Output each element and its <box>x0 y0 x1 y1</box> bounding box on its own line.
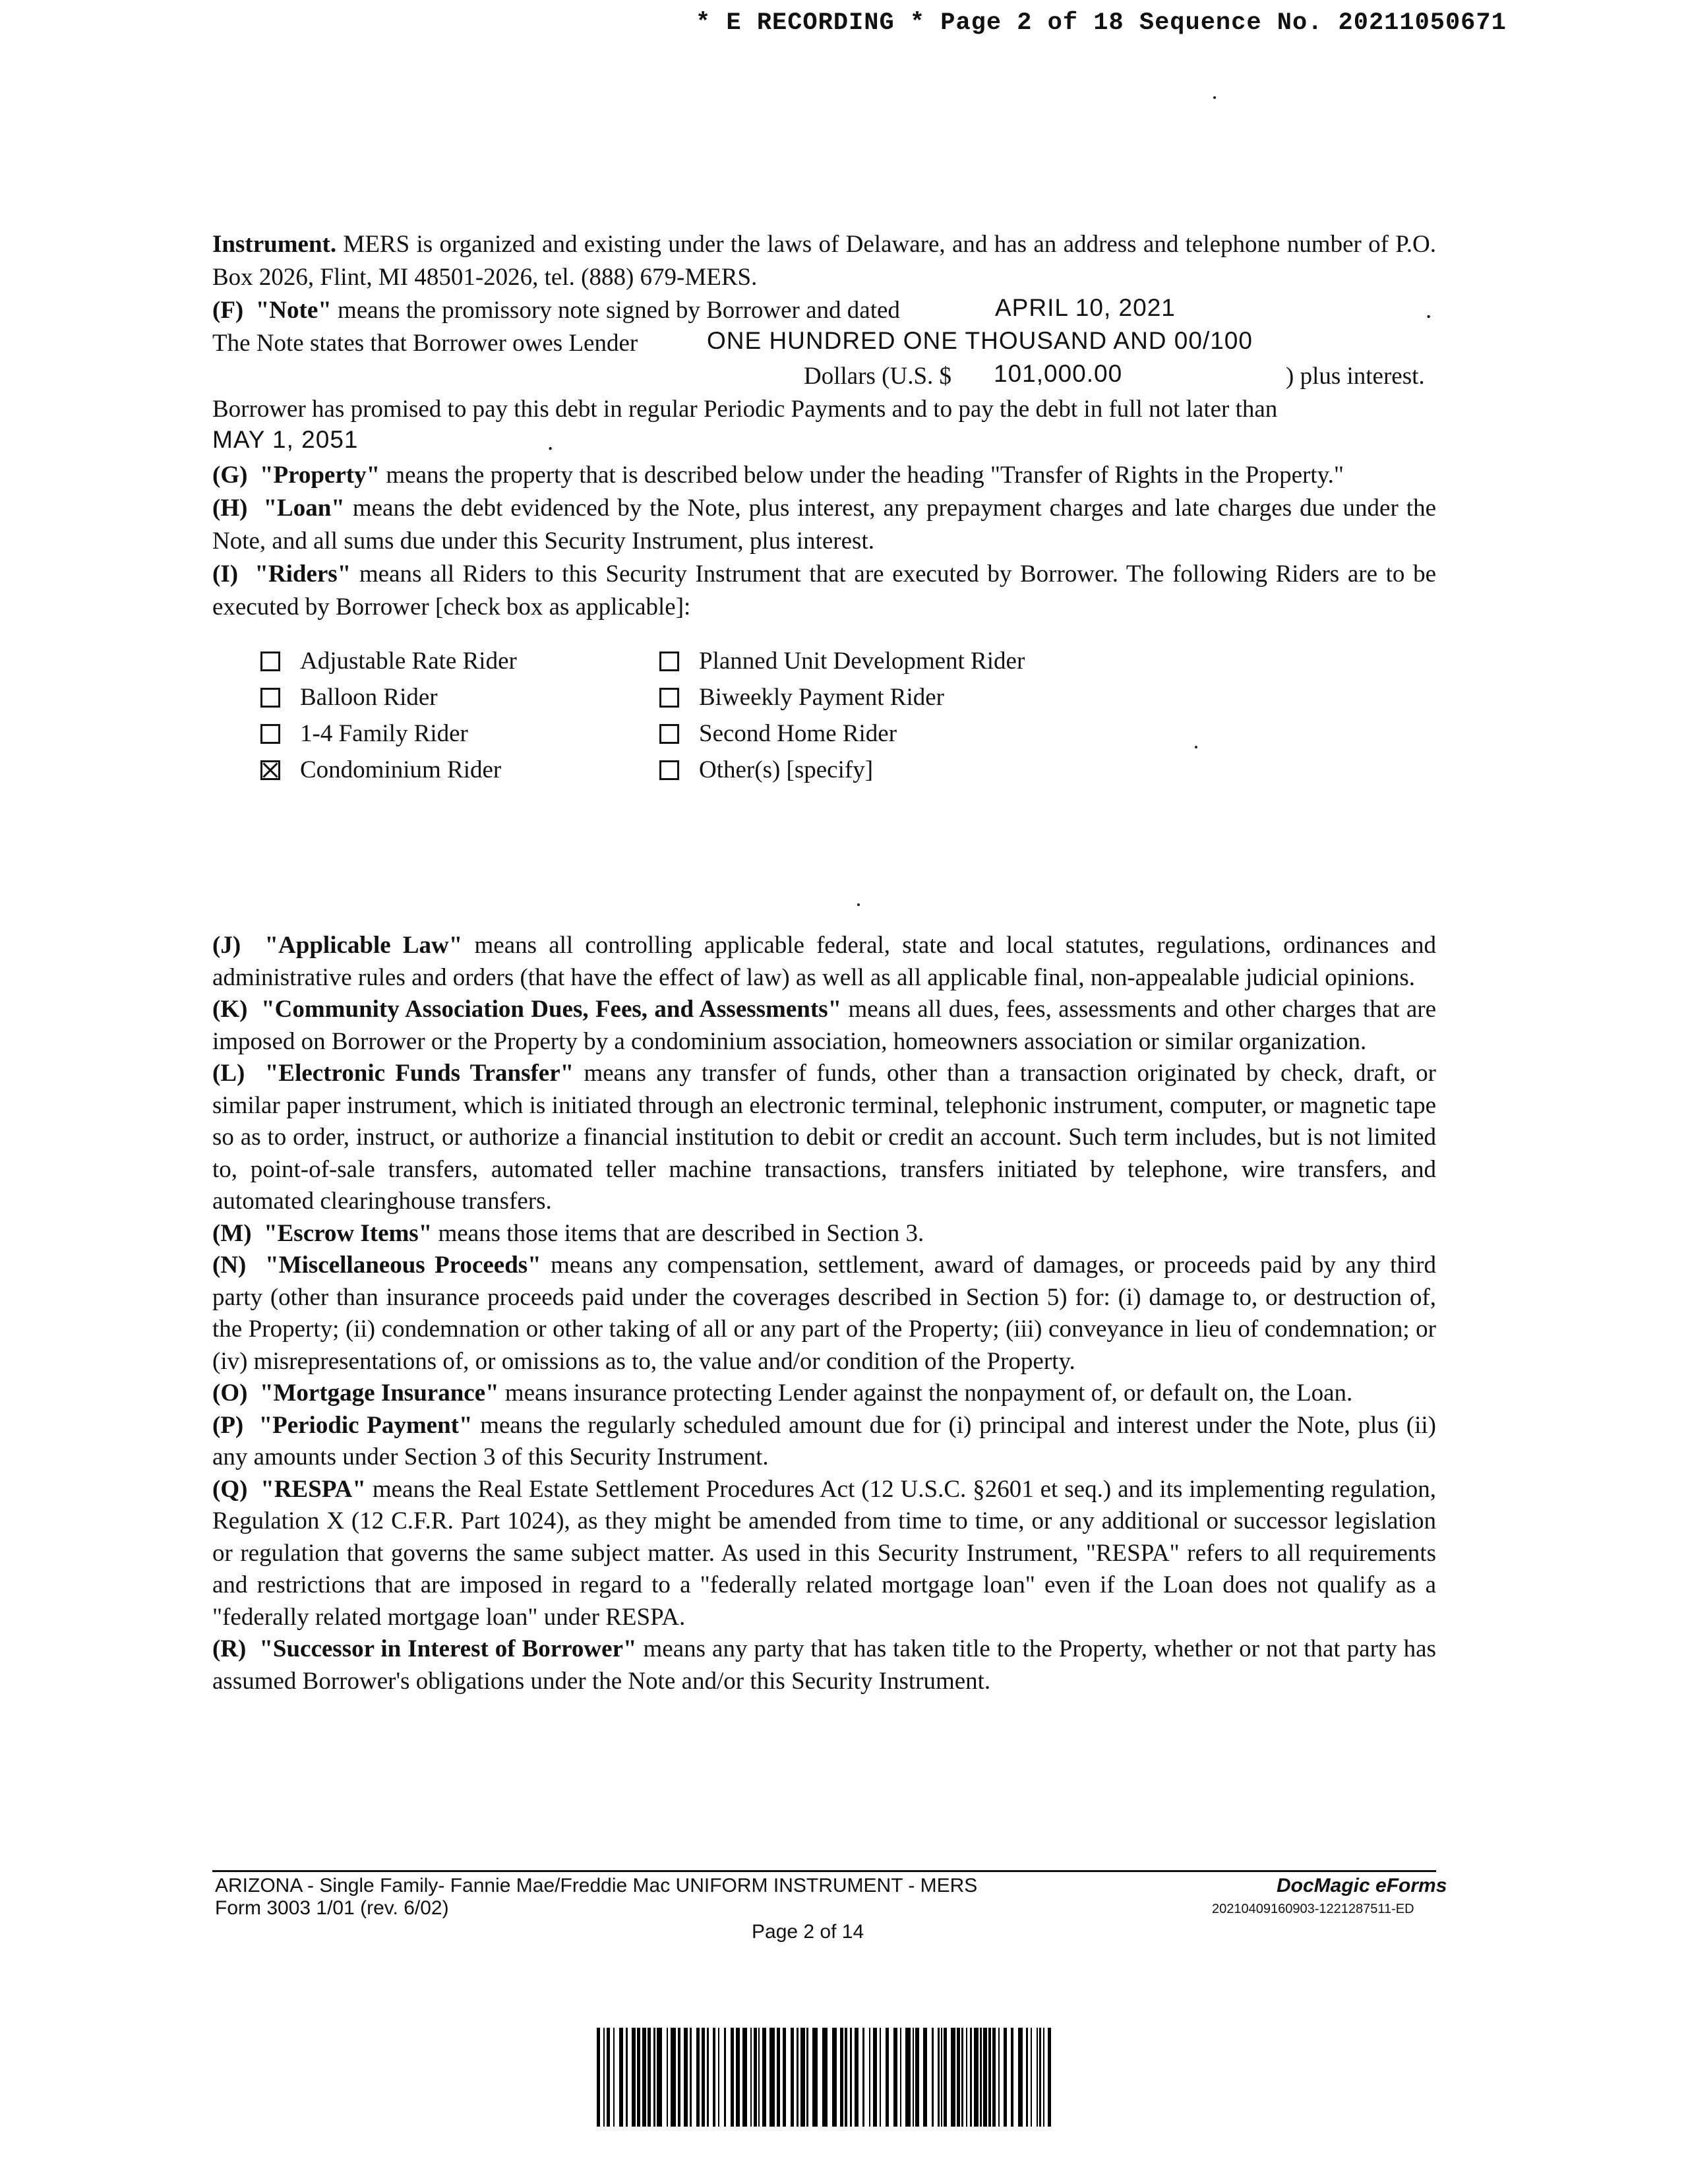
property-definition <box>212 459 1436 492</box>
definition-text: means those items that are described in Section 3. <box>432 1219 924 1247</box>
barcode-bar <box>998 2028 1000 2127</box>
scan-speck <box>1195 746 1197 748</box>
definition-label: (R) <box>212 1635 247 1662</box>
rider-checkbox[interactable] <box>659 724 679 744</box>
scan-speck <box>857 903 860 906</box>
definition-term: "Periodic Payment" <box>258 1411 473 1439</box>
f-label: (F) <box>212 297 244 324</box>
definition-l <box>212 1058 1436 1218</box>
barcode-bar <box>822 2028 828 2127</box>
rider-label: Other(s) [specify] <box>699 756 874 783</box>
barcode-bar <box>873 2028 877 2127</box>
definition-label: (Q) <box>212 1475 248 1503</box>
definition-text: means all dues, fees, assessments and other charges that are imposed on Borrower or the Property by a condominium association, homeowners association or similar organization. <box>212 996 1437 1055</box>
loan-amount-field: 101,000.00 <box>994 360 1123 387</box>
barcode-bar <box>653 2028 655 2127</box>
definition-label: (N) <box>212 1252 247 1279</box>
barcode-bar <box>850 2028 852 2127</box>
definition-label: (L) <box>212 1060 245 1087</box>
barcode-bar <box>713 2028 715 2127</box>
definition-m <box>212 1218 1436 1250</box>
definition-text: means the Real Estate Settlement Procedures Act (12 U.S.C. §2601 et seq.) and its implementing regulation, Regulation X (12 C.F.R. Part 1024), as they might be amended from time to time, or any additional or successor legislation or regulation that governs the same subject matter. As used in this Security Instrument, "RESPA" refers to all requirements and restrictions that are imposed in regard to a "federally related mortgage loan" even if the Loan does not qualify as a "federally related mortgage loan" under RESPA. <box>212 1475 1437 1631</box>
instrument-term: Instrument. <box>212 231 337 258</box>
barcode-bar <box>702 2028 705 2127</box>
rider-label: Balloon Rider <box>300 684 438 711</box>
barcode-bar <box>905 2028 911 2127</box>
definition-term: "Applicable Law" <box>264 932 463 959</box>
mers-text: MERS is organized and existing under the laws of Delaware, and has an address and telephone number of P.O. Box 2026, Flint, MI 48501-2026, tel. (888) 679-MERS. <box>212 231 1436 291</box>
definition-text: means any compensation, settlement, award of damages, or proceeds paid by any third party (other than insurance proceeds paid under the coverages described in Section 5) for: (i) damage to, or destruction of, the Property; (ii) condemnation or other taking of all or any part of the Property; (iii) conveyance in lieu of condemnation; or (iv) misrepresentations of, or omissions as to, the value and/or condition of the Property. <box>212 1252 1437 1375</box>
rider-checkbox[interactable] <box>659 688 679 708</box>
g-label: (G) <box>212 462 248 489</box>
barcode-bar <box>1011 2028 1013 2127</box>
rider-label: 1-4 Family Rider <box>300 720 468 747</box>
barcode-bar <box>762 2028 766 2127</box>
definition-j <box>212 930 1436 994</box>
barcode-bar <box>923 2028 927 2127</box>
definition-o <box>212 1378 1436 1410</box>
barcode-bar <box>913 2028 914 2127</box>
barcode-bar <box>900 2028 901 2127</box>
barcode-bar <box>832 2028 837 2127</box>
rider-label: Planned Unit Development Rider <box>699 648 1025 675</box>
barcode-bar <box>742 2028 747 2127</box>
riders-text: means all Riders to this Security Instrument that are executed by Borrower. The following Riders are to be executed by Borrower [check box as applicable]: <box>212 561 1436 621</box>
barcode-bar <box>951 2028 955 2127</box>
dollars-line <box>212 360 1436 393</box>
loan-definition <box>212 492 1436 558</box>
barcode-bar <box>886 2028 889 2127</box>
barcode-bar <box>791 2028 794 2127</box>
barcode-bar <box>718 2028 719 2127</box>
barcode-bar <box>992 2028 996 2127</box>
barcode-bar <box>1031 2028 1032 2127</box>
recording-header: * E RECORDING * Page 2 of 18 Sequence No. 20211050671 <box>696 9 1507 37</box>
barcode-bar <box>862 2028 864 2127</box>
definitions-top <box>212 228 1436 624</box>
definition-text: means all controlling applicable federal, state and local statutes, regulations, ordinances and administrative rules and orders (that have the effect of law) as well as all applicable final, non-appealable judicial opinions. <box>212 932 1437 991</box>
barcode-bar <box>619 2028 623 2127</box>
barcode-bar <box>893 2028 897 2127</box>
note-owes-label: The Note states that Borrower owes Lender <box>212 330 638 357</box>
barcode-bar <box>1039 2028 1041 2127</box>
rider-checkbox[interactable] <box>659 652 679 671</box>
definition-n <box>212 1250 1436 1378</box>
definitions-bottom <box>212 930 1436 1697</box>
barcode-bar <box>932 2028 934 2127</box>
barcode-bar <box>632 2028 636 2127</box>
note-term: "Note" <box>255 297 332 324</box>
riders-definition <box>212 558 1436 624</box>
barcode-bar <box>769 2028 775 2127</box>
barcode-bar <box>980 2028 982 2127</box>
barcode-bar <box>966 2028 967 2127</box>
barcode-bar <box>731 2028 734 2127</box>
riders-checklist <box>260 643 1118 795</box>
barcode-bar <box>845 2028 847 2127</box>
definition-term: "Community Association Dues, Fees, and Assessments" <box>261 996 842 1023</box>
rider-checkbox[interactable] <box>260 652 280 671</box>
definition-text: means the regularly scheduled amount due for (i) principal and interest under the Note, plus (ii) any amounts under Section 3 of this Security Instrument. <box>212 1411 1436 1471</box>
barcode-bar <box>607 2028 610 2127</box>
barcode-bar <box>783 2028 786 2127</box>
docmagic-logo: DocMagic eForms <box>1277 1875 1447 1896</box>
barcode-bar <box>696 2028 700 2127</box>
periodic-payments-text: Borrower has promised to pay this debt in regular Periodic Payments and to pay the debt in full not later than <box>212 396 1278 423</box>
barcode-bar <box>724 2028 726 2127</box>
barcode-bar <box>938 2028 940 2127</box>
barcode-bar <box>707 2028 709 2127</box>
maturity-date-field: MAY 1, 2051 <box>212 426 359 453</box>
barcode-bar <box>758 2028 760 2127</box>
rider-label: Second Home Rider <box>699 720 897 747</box>
footer-rule <box>212 1870 1436 1872</box>
barcode-bar <box>690 2028 692 2127</box>
barcode-bar <box>637 2028 640 2127</box>
definition-text: means insurance protecting Lender against the nonpayment of, or default on, the Loan. <box>498 1380 1353 1407</box>
barcode-bar <box>684 2028 688 2127</box>
definition-r <box>212 1633 1436 1697</box>
definition-label: (K) <box>212 996 248 1023</box>
maturity-line <box>212 426 1436 459</box>
barcode-bar <box>1043 2028 1044 2127</box>
definition-k <box>212 994 1436 1058</box>
definition-term: "Escrow Items" <box>264 1219 433 1247</box>
rider-checkbox[interactable] <box>260 760 280 780</box>
riders-term: "Riders" <box>255 561 351 588</box>
note-date-field: APRIL 10, 2021 <box>995 294 1176 321</box>
i-label: (I) <box>212 561 239 588</box>
note-owes-line <box>212 327 1436 360</box>
barcode-bar <box>754 2028 757 2127</box>
definition-term: "Electronic Funds Transfer" <box>264 1060 574 1087</box>
barcode-bar <box>941 2028 942 2127</box>
barcode-bar <box>1018 2028 1023 2127</box>
rider-balloon[interactable] <box>260 679 517 715</box>
note-date-period: . <box>1426 297 1432 324</box>
maturity-period: . <box>547 429 554 456</box>
barcode-bar <box>983 2028 987 2127</box>
barcode-bar <box>970 2028 972 2127</box>
rider-condominium[interactable] <box>260 752 517 788</box>
barcode-bar <box>667 2028 668 2127</box>
barcode-bar <box>1037 2028 1038 2127</box>
property-text: means the property that is described below under the heading "Transfer of Rights in the Property." <box>380 462 1344 489</box>
definition-term: "Miscellaneous Proceeds" <box>265 1252 541 1279</box>
loan-amount-words-field: ONE HUNDRED ONE THOUSAND AND 00/100 <box>707 327 1253 354</box>
rider-other[interactable] <box>659 752 1025 788</box>
rider-1-4-family[interactable] <box>260 715 517 752</box>
barcode-bar <box>806 2028 808 2127</box>
loan-term: "Loan" <box>263 495 345 522</box>
barcode-bar <box>988 2028 991 2127</box>
barcode-bar <box>626 2028 628 2127</box>
note-definition-line <box>212 294 1436 327</box>
barcode-bar <box>840 2028 843 2127</box>
barcode-bar <box>797 2028 799 2127</box>
rider-label: Adjustable Rate Rider <box>300 648 517 675</box>
barcode-bar <box>597 2028 600 2127</box>
barcode-bar <box>869 2028 870 2127</box>
definition-p <box>212 1410 1436 1474</box>
rider-label: Condominium Rider <box>300 756 502 783</box>
barcode-bar <box>1004 2028 1007 2127</box>
rider-checkbox[interactable] <box>260 688 280 708</box>
definition-label: (J) <box>212 932 241 959</box>
definition-label: (O) <box>212 1380 248 1407</box>
form-line-2: Form 3003 1/01 (rev. 6/02) <box>215 1897 449 1919</box>
barcode-bar <box>603 2028 605 2127</box>
barcode-bar <box>1048 2028 1051 2127</box>
mers-instrument-paragraph <box>212 228 1436 294</box>
scan-speck <box>1213 96 1216 99</box>
rider-biweekly-payment[interactable] <box>659 679 1025 715</box>
note-definition <box>212 294 900 327</box>
barcode-bar <box>880 2028 881 2127</box>
definition-q <box>212 1474 1436 1634</box>
barcode-bar <box>648 2028 651 2127</box>
barcode-bar <box>671 2028 676 2127</box>
riders-right-column <box>659 643 1025 788</box>
rider-adjustable-rate[interactable] <box>260 643 517 679</box>
barcode-bar <box>812 2028 818 2127</box>
rider-planned-unit-development[interactable] <box>659 643 1025 679</box>
barcode-bar <box>777 2028 780 2127</box>
barcode-bar <box>642 2028 646 2127</box>
barcode-bar <box>613 2028 615 2127</box>
h-label: (H) <box>212 495 248 522</box>
document-id: 20210409160903-1221287511-ED <box>1212 1902 1414 1916</box>
definition-term: "RESPA" <box>260 1475 366 1503</box>
barcode-image <box>597 2028 1058 2127</box>
definition-term: "Mortgage Insurance" <box>259 1380 499 1407</box>
riders-left-column <box>260 643 517 788</box>
barcode-bar <box>736 2028 740 2127</box>
barcode-bar <box>957 2028 960 2127</box>
rider-second-home[interactable] <box>659 715 1025 752</box>
loan-text: means the debt evidenced by the Note, plus interest, any prepayment charges and late charges due under the Note, and all sums due under this Security Instrument, plus interest. <box>212 495 1437 555</box>
barcode-bar <box>1026 2028 1028 2127</box>
rider-label: Biweekly Payment Rider <box>699 684 944 711</box>
barcode-bar <box>750 2028 752 2127</box>
note-text: means the promissory note signed by Borrower and dated <box>331 297 900 324</box>
barcode-bar <box>961 2028 963 2127</box>
barcode-bar <box>974 2028 979 2127</box>
definition-label: (M) <box>212 1219 252 1247</box>
rider-checkbox[interactable] <box>659 760 679 780</box>
form-line-1: ARIZONA - Single Family- Fannie Mae/Freddie Mac UNIFORM INSTRUMENT - MERS <box>215 1875 978 1896</box>
barcode-bar <box>657 2028 662 2127</box>
barcode-bar <box>855 2028 859 2127</box>
barcode-bar <box>944 2028 947 2127</box>
definition-text: means any party that has taken title to the Property, whether or not that party has assumed Borrower's obligations under the Note and/or this Security Instrument. <box>212 1635 1437 1695</box>
dollars-label: Dollars (U.S. $ <box>804 363 952 390</box>
barcode-bar <box>678 2028 680 2127</box>
plus-interest-label: ) plus interest. <box>1286 363 1425 390</box>
definition-text: means any transfer of funds, other than a transaction originated by check, draft, or similar paper instrument, which is initiated through an electronic terminal, telephonic instrument, computer, or magnetic tape so as to order, instruct, or authorize a financial institution to debit or credit an account. Such term includes, but is not limited to, point-of-sale transfers, automated teller machine transactions, transfers initiated by telephone, wire transfers, and automated clearinghouse transfers. <box>212 1060 1436 1215</box>
definition-term: "Successor in Interest of Borrower" <box>259 1635 637 1662</box>
barcode-bar <box>915 2028 919 2127</box>
barcode-bar <box>800 2028 805 2127</box>
property-term: "Property" <box>259 462 380 489</box>
footer-page-number: Page 2 of 14 <box>752 1921 864 1943</box>
rider-checkbox[interactable] <box>260 724 280 744</box>
definition-label: (P) <box>212 1411 244 1439</box>
